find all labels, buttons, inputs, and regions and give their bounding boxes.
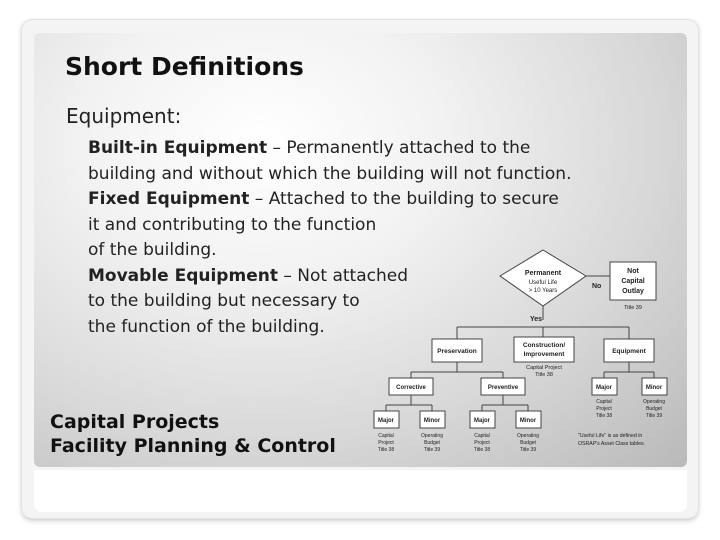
- capital-project-38-2: Title 38: [535, 372, 553, 378]
- preventive-major-label: Major: [473, 418, 491, 424]
- slide-title: Short Definitions: [65, 52, 304, 81]
- useful-life-note-1: "Useful Life" is as defined in: [578, 433, 643, 439]
- cm-minor-sub-2: Budget: [424, 440, 440, 446]
- equipment-heading: Equipment:: [66, 104, 182, 128]
- not-capital-1: Not: [627, 268, 639, 275]
- corrective-minor-label: Minor: [423, 418, 441, 424]
- eq-minor-sub-2: Budget: [646, 406, 662, 412]
- eq-minor-sub-3: Title 39: [645, 413, 663, 419]
- no-label: No: [592, 283, 602, 290]
- preventive-label: Preventive: [487, 385, 519, 391]
- pm-major-sub-1: Capital: [474, 433, 490, 439]
- capital-outlay-flowchart: [360, 248, 690, 463]
- def-line: to the building but necessary to: [88, 291, 360, 311]
- preventive-minor-label: Minor: [519, 418, 537, 424]
- eq-minor-sub-1: Operating: [643, 399, 665, 405]
- def-line: the function of the building.: [88, 316, 325, 337]
- definition-built-in: [88, 136, 666, 187]
- not-capital-2: Capital: [621, 278, 645, 285]
- cm-minor-sub-3: Title 39: [423, 447, 441, 453]
- def-line: – Not attached: [277, 265, 408, 286]
- pm-minor-sub-3: Title 39: [519, 447, 537, 453]
- cm-minor-sub-1: Operating: [421, 433, 443, 439]
- pm-minor-sub-2: Budget: [520, 440, 536, 446]
- eq-major-sub-3: Title 38: [595, 413, 613, 419]
- title39-label: Title 39: [624, 305, 642, 311]
- equipment-label: Equipment: [612, 348, 646, 355]
- construction-label-2: Improvement: [523, 351, 565, 358]
- equipment-minor-label: Minor: [645, 385, 663, 391]
- eq-major-sub-2: Project: [596, 406, 612, 412]
- def-line: of the building.: [88, 240, 217, 260]
- diamond-label-2: Useful Life: [528, 280, 558, 286]
- eq-major-sub-1: Capital: [596, 399, 612, 405]
- footer-line-2: Facility Planning & Control: [50, 435, 336, 457]
- pm-major-sub-3: Title 38: [473, 447, 491, 453]
- cm-major-sub-2: Project: [378, 440, 394, 446]
- corrective-major-label: Major: [377, 418, 395, 424]
- corrective-label: Corrective: [396, 385, 426, 391]
- term-movable: Movable Equipment: [88, 265, 278, 286]
- slide-bottom-strip: [34, 470, 687, 512]
- cm-major-sub-3: Title 38: [377, 447, 395, 453]
- def-line: it and contributing to the function: [88, 214, 377, 235]
- def-line: – Permanently attached to the: [267, 138, 531, 158]
- construction-box: [514, 337, 574, 362]
- preservation-label: Preservation: [437, 348, 477, 355]
- cm-major-sub-1: Capital: [378, 433, 394, 439]
- pm-major-sub-2: Project: [474, 440, 490, 446]
- term-fixed: Fixed Equipment: [88, 189, 250, 209]
- decision-diamond: [500, 250, 586, 306]
- construction-label-1: Construction/: [522, 342, 566, 349]
- diamond-label-3: > 10 Years: [528, 288, 558, 294]
- not-capital-3: Outlay: [622, 288, 644, 295]
- capital-project-38-1: Capital Project: [526, 365, 562, 371]
- yes-label: Yes: [530, 316, 543, 323]
- diamond-label-1: Permanent: [524, 270, 562, 277]
- pm-minor-sub-1: Operating: [517, 433, 539, 439]
- footer-block: [50, 410, 336, 458]
- def-line: – Attached to the building to secure: [249, 189, 559, 209]
- term-built-in: Built-in Equipment: [88, 138, 268, 158]
- useful-life-note-2: OSRAP's Asset Class tables.: [578, 441, 646, 447]
- equipment-major-label: Major: [595, 385, 613, 391]
- footer-line-1: Capital Projects: [50, 411, 220, 433]
- def-line: building and without which the building will not function.: [88, 163, 572, 184]
